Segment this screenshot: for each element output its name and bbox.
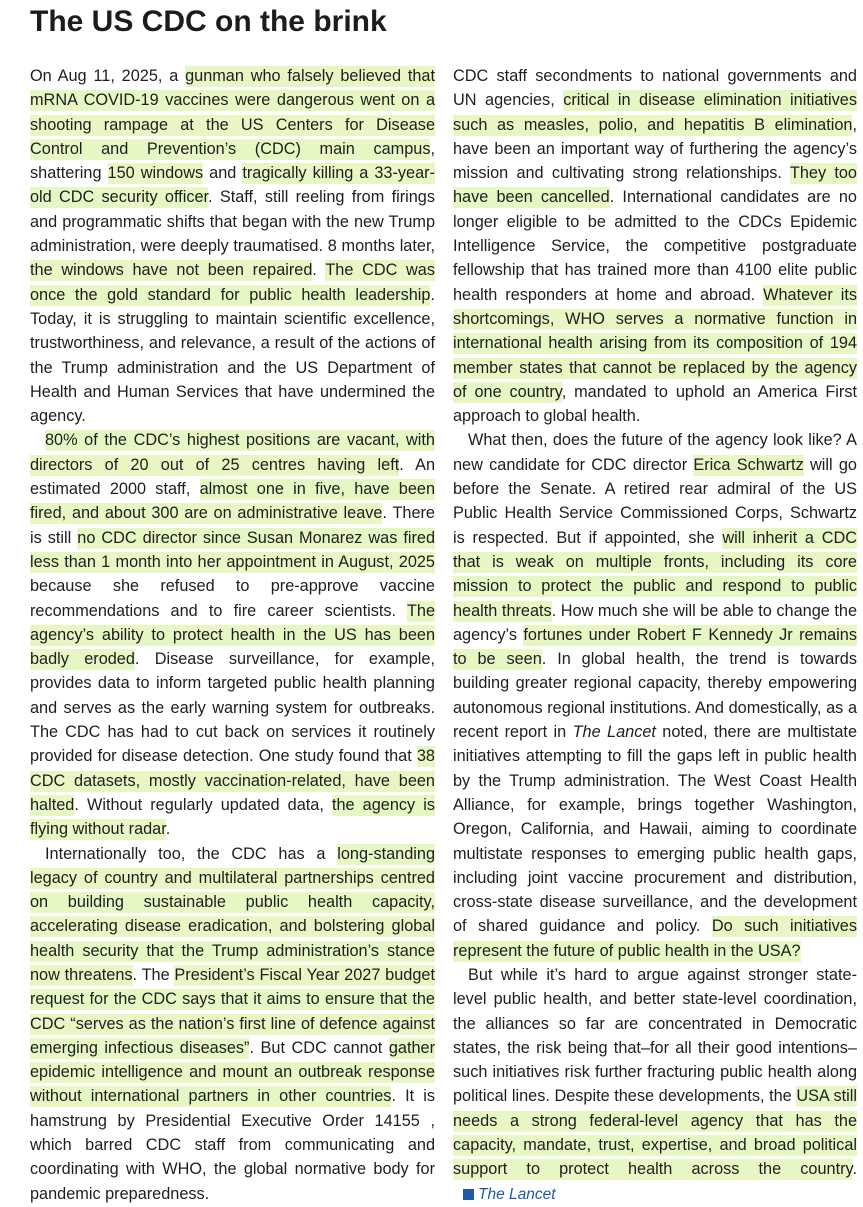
body-text: What then, does the future of the agency look like? A new candidate for CDC director [453,431,857,474]
body-text: But while it’s hard to argue against stronger state-level public health, and better state-level coordination, the alliances so far are concentrated in Democratic states, the risk being that–for all their good intentions–such initiatives risk further fracturing public health along political lines. Despite these developments, the [453,965,857,1106]
body-text: . But CDC cannot [249,1038,389,1057]
highlighted-text: Whatever its shortcomings, WHO serves a normative function in international health arising from its composition of 194 member states that cannot be replaced by the agency of one country [453,285,857,401]
body-text: , mandated to uphold an America First approach to global health. [453,382,857,426]
highlighted-text: USA still needs a strong federal-level agency that has the capacity, mandate, trust, expertise, and broad political support to protect health across the country [453,1087,857,1179]
signature-text: The Lancet [478,1185,556,1203]
body-text: . How much she will be able to change the agency’s [453,601,857,644]
highlighted-text: the agency is flying without radar [30,795,435,839]
body-text: noted, there are multistate initiatives attempting to fill the gaps left in public health by the Trump administration. The West Coast Health Alliance, for example, brings together Washington, Oregon, California, and Hawaii, aiming to coordinate multistate responses to emerging public health gaps, including joint vaccine procurement and distribution, cross-state disease surveillance, and the development of shared guidance and policy. [453,723,858,936]
body-text: and [203,164,243,183]
paragraph [453,428,857,963]
body-text: . In global health, the trend is towards building greater regional capacity, thereby empowering autonomous regional institutions. And domestically, as a recent report in [453,650,857,742]
paragraph [30,842,435,1206]
highlighted-text: Do such initiatives represent the future of public health in the USA? [453,917,857,960]
highlighted-text: 38 CDC datasets, mostly vaccination-related, have been halted [30,747,435,814]
highlighted-text: critical in disease elimination initiatives such as measles, polio, and hepatitis B elimination [453,91,857,134]
highlighted-text: gather epidemic intelligence and mount an outbreak response without international partners in other countries [30,1038,435,1106]
body-text: . An estimated 2000 staff, [30,455,436,499]
highlighted-text: will inherit a CDC that is weak on multiple fronts, including its core mission to protect the public and respond to public health threats [453,528,857,620]
body-text: . It is hamstrung by Presidential Executive Order 14155 , which barred CDC staff from communicating and coordinating with WHO, the global normative body for pandemic preparedness. [30,1087,435,1203]
highlighted-text: President’s Fiscal Year 2027 budget request for the CDC says that it aims to ensure that the CDC “serves as the nation’s first line of defence against emerging infectious diseases” [30,965,435,1057]
body-text: , shattering [30,139,435,183]
highlighted-text: gunman who falsely believed that mRNA COVID-19 vaccines were dangerous went on a shooting rampage at the US Centers for Disease Control and Prevention’s (CDC) main campus [30,67,435,158]
highlighted-text: 150 windows [107,164,204,183]
highlighted-text: Erica Schwartz [693,455,804,474]
paragraph [453,64,857,428]
body-text: . The [132,965,175,984]
left-column [30,64,435,1206]
body-text: . Disease surveillance, for example, provides data to inform targeted public health planning and serves as the early warning system for outbreaks. The CDC has had to cut back on services it routinely provided for disease detection. One study found that [30,650,435,766]
highlighted-text: long-standing legacy of country and multilateral partnerships centred on building sustainable public health capacity, accelerating disease eradication, and bolstering global health security that the Trump administration’s stance now threatens [30,844,435,984]
paragraph [453,963,857,1207]
highlighted-text: fortunes under Robert F Kennedy Jr remains to be seen [453,625,857,669]
body-text: . [312,261,326,280]
right-column [453,64,857,1207]
highlighted-text: The CDC was once the gold standard for public health leadership [30,261,435,304]
paragraph [30,64,435,428]
body-text: . There is still [30,504,435,547]
body-text: . Today, it is struggling to maintain scientific excellence, trustworthiness, and relevance, a result of the actions of the Trump administration and the US Department of Health and Human Services that have undermined the agency. [30,285,435,426]
body-text: . Staff, still reeling from firings and programmatic shifts that began with the new Trump administration, were deeply traumatised. 8 months later, [30,188,435,256]
highlighted-text: the windows have not been repaired [30,261,313,280]
journal-title-italic: The Lancet [572,723,656,742]
body-text: . [165,820,171,839]
body-text: . International candidates are no longer eligible to be admitted to the CDCs Epidemic Intelligence Service, the competitive postgraduate fellowship that has trained more than 4100 elite public health responders at home and abroad. [453,188,857,304]
paragraph [30,428,435,841]
highlighted-text: The agency’s ability to protect health in the US has been badly eroded [30,601,435,669]
body-text: On Aug 11, 2025, a [30,67,186,85]
body-text: . [852,1160,857,1179]
body-text: Internationally too, the CDC has a [45,844,338,863]
body-text: because she refused to pre-approve vaccine recommendations and to fire career scientists. [30,577,435,620]
highlighted-text: They too have been cancelled [453,164,857,207]
body-text: will go before the Senate. A retired rear admiral of the US Public Health Service Commissioned Corps, Schwartz is respected. But if appointed, she [453,455,857,547]
article-title: The US CDC on the brink [30,5,387,38]
highlighted-text: 80% of the CDC’s highest positions are vacant, with directors of 20 out of 25 centres having left [30,431,435,474]
body-text: CDC staff secondments to national governments and UN agencies, [453,67,857,110]
square-icon [463,1189,474,1200]
highlighted-text: tragically killing a 33-year-old CDC security officer [30,164,435,207]
body-text: , have been an important way of furthering the agency’s mission and cultivating strong relationships. [453,115,857,183]
body-text: . Without regularly updated data, [74,795,332,814]
highlighted-text: almost one in five, have been fired, and about 300 are on administrative leave [30,480,435,523]
highlighted-text: no CDC director since Susan Monarez was fired less than 1 month into her appointment in August, 2025 [30,528,436,571]
